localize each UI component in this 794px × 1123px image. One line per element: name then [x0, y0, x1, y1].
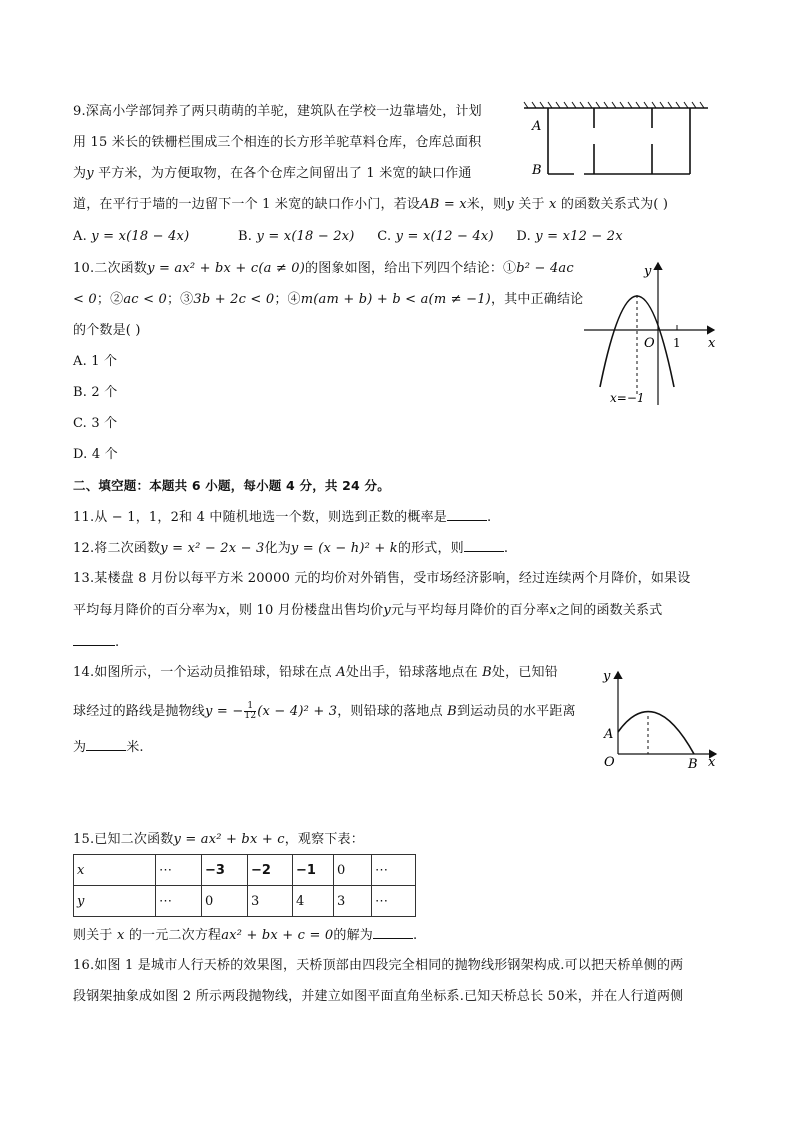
q13-text: 平均每月降价的百分率为 [73, 603, 219, 618]
q13-text: ，则 10 月份楼盘出售均价 [225, 603, 384, 618]
q13-var-y: y [383, 603, 391, 618]
q15-function: y = ax² + bx + c [173, 832, 285, 847]
table-cell: −3 [202, 855, 248, 886]
q9-text: 道，在平行于墙的一边留下一个 1 米宽的缺口作小门，若设 [73, 197, 421, 212]
table-cell: ⋯ [156, 886, 202, 917]
q9-option-c[interactable] [377, 229, 493, 244]
q14-point-a: A [336, 665, 346, 680]
q9-line-4 [73, 196, 668, 214]
q10-text: ，其中正确结论 [490, 292, 584, 307]
q9-text: 为 [73, 166, 87, 181]
q15-text: 则关于 [73, 928, 117, 943]
q14-text: 处，已知铅 [491, 665, 558, 680]
q10-function: y = ax² + bx + c(a ≠ 0) [147, 261, 306, 276]
q10-expr: < 0 [73, 292, 97, 307]
q9-text: 的函数关系式为( ) [556, 197, 669, 212]
q14-shotput-figure [598, 662, 724, 774]
q13-text: 元与平均每月降价的百分率 [390, 603, 550, 618]
q13-line-3 [73, 633, 119, 652]
q11-text: . [486, 510, 492, 525]
table-cell: 3 [248, 886, 293, 917]
option-letter: C. [377, 229, 392, 244]
table-cell: 0 [334, 855, 372, 886]
q10-option-b[interactable]: B. 2 个 [73, 385, 118, 400]
q14-fig-b: B [688, 757, 698, 772]
q12-answer-blank[interactable] [464, 539, 504, 552]
q10-fig-1: 1 [673, 336, 681, 350]
q11-text: 11.从 − 1，1，2和 4 中随机地选一个数，则选到正数的概率是 [73, 510, 447, 525]
section-2-heading: 二、填空题：本题共 6 小题，每小题 4 分，共 24 分。 [73, 478, 390, 493]
q15-line-2 [73, 926, 417, 945]
q14-text: ，则铅球的落地点 [337, 704, 448, 719]
q10-line-2 [73, 291, 583, 309]
table-row [74, 855, 416, 886]
q14-fig-x: x [708, 755, 716, 770]
q9-fig-label-b: B [532, 163, 542, 178]
table-cell: 0 [202, 886, 248, 917]
q9-var-y: y [506, 197, 514, 212]
q14-line-3 [73, 738, 144, 757]
option-expression: y = x12 − 2x [535, 229, 623, 244]
q12-text: 12.将二次函数 [73, 541, 161, 556]
q10-parabola-figure [582, 255, 722, 410]
q15-var-x: x [116, 928, 125, 943]
q10-expr: ac < 0 [123, 292, 167, 307]
q9-options [73, 228, 623, 246]
option-letter: D. [516, 229, 531, 244]
q10-discriminant: b² − 4ac [516, 261, 574, 276]
q14-frac-den: 12 [244, 711, 257, 721]
option-letter: A. [73, 229, 87, 244]
q10-option-a[interactable]: A. 1 个 [73, 354, 118, 369]
q10-fig-x: x [708, 336, 716, 351]
q15-text: 15.已知二次函数 [73, 832, 174, 847]
q9-text: 平方米，为方便取物，在各个仓库之间留出了 1 米宽的缺口作通 [93, 166, 472, 181]
q9-var-x: x [549, 197, 557, 212]
option-expression: y = x(12 − 4x) [395, 229, 494, 244]
q14-fig-o: O [604, 755, 615, 770]
q10-text: ；④ [274, 292, 301, 307]
q14-line-2 [73, 702, 576, 721]
table-cell: 3 [334, 886, 372, 917]
question-12 [73, 539, 508, 558]
table-cell: x [74, 855, 156, 886]
q9-pen-figure [522, 98, 712, 188]
table-cell: ⋯ [156, 855, 202, 886]
q10-text: 的图象如图，给出下列四个结论：① [305, 261, 517, 276]
q13-line-1: 13.某楼盘 8 月份以每平方米 20000 元的均价对外销售，受市场经济影响，经过连续两个月降价，如果设 [73, 571, 691, 586]
q10-line-1 [73, 260, 574, 278]
q14-fraction [244, 702, 256, 721]
q12-text: 的形式，则 [397, 541, 464, 556]
q16-line-2: 段钢架抽象成如图 2 所示两段抛物线，并建立如图平面直角坐标系.已知天桥总长 50米，并在人行道两侧 [73, 989, 684, 1004]
table-row [74, 886, 416, 917]
q15-equation: ax² + bx + c = 0 [221, 928, 334, 943]
q10-text: ；② [96, 292, 124, 307]
q15-text: ，观察下表： [284, 832, 364, 847]
q10-text: 10.二次函数 [73, 261, 148, 276]
q14-function: (x − 4)² + 3 [257, 704, 338, 719]
option-expression: y = x(18 − 2x) [256, 229, 355, 244]
q10-option-d[interactable]: D. 4 个 [73, 447, 118, 462]
q13-text: 之间的函数关系式 [556, 603, 663, 618]
table-cell: 4 [293, 886, 334, 917]
q14-text: 到运动员的水平距离 [456, 704, 576, 719]
q14-text: 米. [126, 740, 144, 755]
q9-ab-var: AB = x [420, 197, 467, 212]
q11-answer-blank[interactable] [447, 508, 487, 521]
q14-point-b: B [482, 665, 492, 680]
q9-text: 关于 [513, 197, 550, 212]
table-cell: −1 [293, 855, 334, 886]
q13-var-x: x [218, 603, 226, 618]
q14-text: 球经过的路线是抛物线 [73, 704, 206, 719]
q15-text: . [413, 928, 418, 943]
q15-text: 的解为 [333, 928, 373, 943]
q14-answer-blank[interactable] [86, 738, 126, 751]
option-letter: B. [238, 229, 253, 244]
q10-option-c[interactable]: C. 3 个 [73, 416, 118, 431]
q9-line-1: 9.深高小学部饲养了两只萌萌的羊驼，建筑队在学校一边靠墙处，计划 [73, 104, 482, 119]
table-cell: −2 [248, 855, 293, 886]
option-expression: y = x(18 − 4x) [91, 229, 190, 244]
q9-text: 米，则 [466, 197, 507, 212]
q13-text: . [115, 635, 120, 650]
q9-option-d[interactable] [516, 229, 622, 244]
q10-text: ；③ [166, 292, 194, 307]
q16-line-1: 16.如图 1 是城市人行天桥的效果图，天桥顶部由四段完全相同的抛物线形钢架构成.可以把天桥单侧的两 [73, 958, 684, 973]
question-11 [73, 508, 491, 527]
q9-line-3 [73, 165, 472, 183]
table-cell: y [74, 886, 156, 917]
q9-option-b[interactable] [238, 229, 355, 244]
q15-answer-blank[interactable] [373, 926, 413, 939]
table-cell: ⋯ [372, 886, 416, 917]
q10-expr: 3b + 2c < 0 [193, 292, 275, 307]
q10-line-3: 的个数是( ) [73, 323, 141, 338]
q14-fig-y: y [603, 669, 611, 684]
q14-frac-num: 1 [244, 702, 256, 712]
q12-function: y = x² − 2x − 3 [160, 541, 265, 556]
q13-answer-blank[interactable] [73, 633, 115, 646]
q12-text: 化为 [264, 541, 291, 556]
q10-fig-o: O [644, 336, 655, 351]
q14-text: 处出手，铅球落地点在 [345, 665, 483, 680]
q9-var-y: y [86, 166, 94, 181]
q13-line-2 [73, 602, 662, 620]
q14-text: 14.如图所示，一个运动员推铅球，铅球在点 [73, 665, 337, 680]
q14-text: 为 [73, 740, 87, 755]
q14-fig-a: A [604, 727, 614, 742]
q9-fig-label-a: A [532, 119, 542, 134]
q14-point-b: B [447, 704, 457, 719]
q10-fig-axis-label: x=−1 [610, 391, 645, 405]
q10-expr: m(am + b) + b < a(m ≠ −1) [300, 292, 491, 307]
q15-line-1 [73, 831, 364, 849]
q12-vertex-form: y = (x − h)² + k [290, 541, 398, 556]
q14-line-1 [73, 664, 558, 682]
table-cell: ⋯ [372, 855, 416, 886]
q15-text: 的一元二次方程 [124, 928, 222, 943]
q12-text: . [503, 541, 509, 556]
q9-option-a[interactable] [73, 229, 189, 244]
q9-line-2: 用 15 米长的铁栅栏围成三个相连的长方形羊驼草料仓库，仓库总面积 [73, 135, 482, 150]
q10-fig-y: y [644, 264, 652, 279]
q13-var-x: x [549, 603, 557, 618]
q15-value-table [73, 854, 416, 917]
q14-function: y = − [205, 704, 244, 719]
